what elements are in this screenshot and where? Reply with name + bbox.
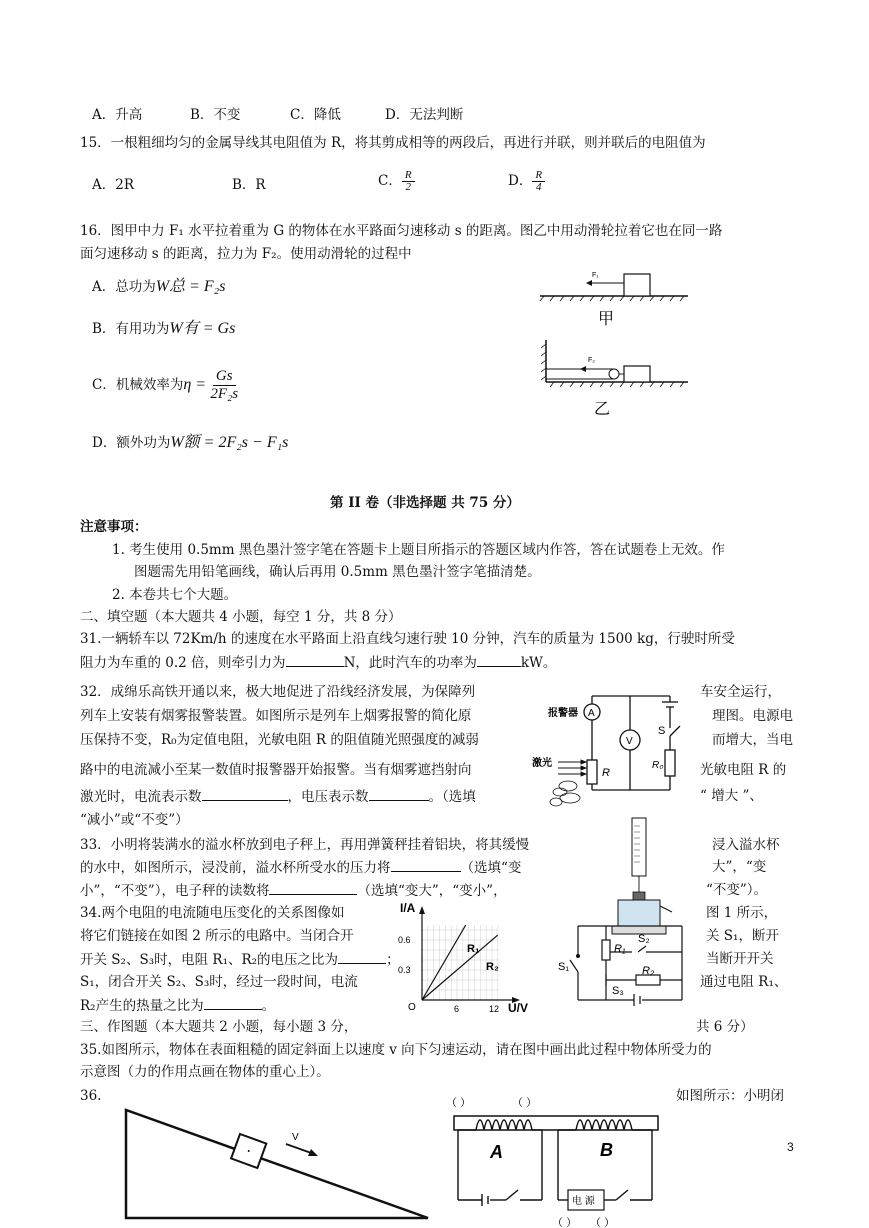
q33-blank-2[interactable] bbox=[269, 881, 357, 895]
q16-option-b: B．有用功为W有 = Gs bbox=[92, 320, 236, 337]
chart-origin-label: O bbox=[408, 1002, 416, 1013]
q32-line1-right: 车安全运行， bbox=[700, 684, 781, 700]
q16-fig-yi-label: 乙 bbox=[594, 401, 611, 418]
q32-line2: 列车上安装有烟雾报警装置。如图所示是列车上烟雾报警的简化原 bbox=[80, 708, 472, 724]
q35-incline-figure bbox=[120, 1104, 440, 1228]
q16-option-d: D．额外功为W额 = 2F₂s − F₁s bbox=[92, 434, 289, 451]
q16-figure-jia bbox=[538, 268, 698, 328]
q31-blank-2[interactable] bbox=[477, 653, 521, 667]
q16-f2-label: F₂ bbox=[588, 357, 595, 364]
q36-paren-3: （ ） bbox=[552, 1217, 578, 1228]
q34-line1-right: 图 1 所示， bbox=[706, 905, 778, 921]
y-axis-arrow-icon bbox=[419, 906, 425, 914]
y-tick-label: 0.6 bbox=[398, 935, 411, 945]
q33-line2-right: 大”，“变 bbox=[712, 859, 767, 875]
notice-item-1a: 1. 考生使用 0.5mm 黑色墨汁签字笔在答题卡上题目所指示的答题区域内作答，答在试题卷上无效。作 bbox=[112, 542, 725, 558]
q36-paren-1: （ ） bbox=[446, 1097, 472, 1109]
q34-r2-label: R₂ bbox=[642, 965, 655, 977]
q32-line6: “减小”或“不变”） bbox=[80, 812, 189, 828]
section-2-heading: 二、填空题（本大题共 4 小题，每空 1 分，共 8 分） bbox=[80, 609, 402, 625]
q14-option-c: C．降低 bbox=[290, 107, 341, 123]
q32-ammeter-label: A bbox=[588, 708, 595, 719]
q34-line3: 开关 S₂、S₃时，电阻 R₁、R₂的电压之比为 ； bbox=[80, 952, 400, 968]
q32-line4-right: 光敏电阻 R 的 bbox=[700, 762, 787, 778]
notice-item-2: 2. 本卷共七个大题。 bbox=[112, 587, 238, 603]
q32-line3-right: 而增大，当电 bbox=[712, 732, 793, 748]
series-label-2: R₂ bbox=[486, 961, 499, 973]
q31-line1: 31.一辆轿车以 72Km/h 的速度在水平路面上沿直线匀速行驶 10 分钟，汽车的质量为 1500 kg，行驶时所受 bbox=[80, 631, 735, 647]
q31-blank-1[interactable] bbox=[286, 653, 344, 667]
part2-title: 第 II 卷（非选择题 共 75 分） bbox=[330, 495, 520, 511]
q34-line2-right: 关 S₁，断开 bbox=[706, 928, 779, 944]
q32-line2-right: 理图。电源电 bbox=[712, 708, 793, 724]
q36-number: 36. bbox=[80, 1088, 102, 1104]
q15-stem: 15．一根粗细均匀的金属导线其电阻值为 R，将其剪成相等的两段后，再进行并联，则并联后的电阻值为 bbox=[80, 135, 706, 151]
q32-line4: 路中的电流减小至某一数值时报警器开始报警。当有烟雾遮挡射向 bbox=[80, 762, 472, 778]
q32-line5-right: “ 增大 ”、 bbox=[700, 788, 763, 804]
q16-f1-label: F₁ bbox=[592, 272, 599, 279]
q34-line4: S₁，闭合开关 S₂、S₃时，经过一段时间，电流 bbox=[80, 974, 358, 990]
q16-option-c: C．机械效率为η = $\frac{Gs}{\text{2F₂s}}$ bbox=[92, 368, 239, 402]
q32-line3: 压保持不变，R₀为定值电阻，光敏电阻 R 的阻值随光照强度的减弱 bbox=[80, 732, 479, 748]
q34-line5: R₂产生的热量之比为 。 bbox=[80, 998, 276, 1014]
q34-line1: 34.两个电阻的电流随电压变化的关系图像如 bbox=[80, 905, 345, 921]
q36-coil-b-label: B bbox=[600, 1140, 613, 1160]
q32-line1: 32．成绵乐高铁开通以来，极大地促进了沿线经济发展，为保障列 bbox=[80, 684, 476, 700]
q36-coil-a-label: A bbox=[490, 1142, 503, 1162]
q36-electromagnet-figure bbox=[446, 1094, 666, 1228]
q35-line2: 示意图（力的作用点画在物体的重心上）。 bbox=[80, 1064, 330, 1080]
q16-stem-line2: 面匀速移动 s 的距离，拉力为 F₂。使用动滑轮的过程中 bbox=[80, 246, 412, 262]
q32-blank-1[interactable] bbox=[202, 787, 288, 801]
x-tick-label: 6 bbox=[454, 1004, 460, 1014]
notice-title: 注意事项： bbox=[80, 519, 148, 535]
q14-option-b: B．不变 bbox=[190, 107, 241, 123]
section-3-heading-left: 三、作图题（本大题共 2 小题，每小题 3 分， bbox=[80, 1019, 358, 1035]
x-tick-label: 12 bbox=[489, 1004, 500, 1014]
chart-xlabel: U/V bbox=[508, 1001, 529, 1015]
q34-blank-1[interactable] bbox=[338, 950, 386, 964]
q34-s1-label: S₁ bbox=[558, 961, 570, 973]
q15-option-a: A．2R bbox=[92, 177, 135, 193]
q33-line1-right: 浸入溢水杯 bbox=[712, 837, 780, 853]
section-3-heading-right: 共 6 分） bbox=[696, 1019, 754, 1035]
q36-paren-2: （ ） bbox=[512, 1097, 538, 1109]
q33-line2: 的水中，如图所示，浸没前，溢水杯所受水的压力将 （选填“变 bbox=[80, 860, 522, 876]
series-label-1: R₁ bbox=[467, 943, 480, 955]
q15-option-c: C． $\frac{R}{2}$ bbox=[378, 170, 415, 193]
q34-circuit-diagram bbox=[556, 912, 696, 1012]
q16-fig-jia-label: 甲 bbox=[598, 311, 615, 328]
q14-option-a: A．升高 bbox=[92, 107, 143, 123]
q35-velocity-label: V bbox=[292, 1132, 299, 1143]
q34-s2-label: S₂ bbox=[638, 933, 650, 945]
q34-line4-right: 通过电阻 R₁、 bbox=[700, 974, 788, 990]
q36-power-supply-label: 电 源 bbox=[572, 1196, 595, 1207]
q32-switch-label: S bbox=[658, 725, 666, 737]
q32-laser-label: 激光 bbox=[532, 758, 552, 769]
q34-blank-2[interactable] bbox=[204, 996, 262, 1010]
q32-r-label: R bbox=[602, 767, 610, 779]
q34-line3-right: 当断开开关 bbox=[706, 951, 774, 967]
q32-r0-label: R₀ bbox=[652, 760, 664, 771]
q33-line3-right: “不变”）。 bbox=[706, 882, 768, 898]
q36-paren-4: （ ） bbox=[590, 1217, 616, 1228]
series-line-1 bbox=[422, 925, 466, 1000]
y-tick-label: 0.3 bbox=[398, 965, 411, 975]
q33-blank-1[interactable] bbox=[391, 858, 461, 872]
q16-option-a: A．总功为W总 = F₂s bbox=[92, 278, 226, 295]
q32-circuit-diagram bbox=[530, 680, 700, 810]
q32-blank-2[interactable] bbox=[369, 787, 429, 801]
q35-line1: 35.如图所示，物体在表面粗糙的固定斜面上以速度 v 向下匀速运动，请在图中画出此过程中物体所受力的 bbox=[80, 1042, 712, 1058]
q34-line2: 将它们链接在如图 2 所示的电路中。当闭合开 bbox=[80, 928, 354, 944]
q32-alarm-label: 报警器 bbox=[548, 708, 578, 719]
q15-option-b: B．R bbox=[232, 177, 266, 193]
page-number: 3 bbox=[787, 1140, 794, 1154]
q34-r1-label: R₁ bbox=[614, 943, 626, 955]
notice-item-1b: 图题需先用铅笔画线，确认后再用 0.5mm 黑色墨汁签字笔描清楚。 bbox=[134, 564, 541, 580]
q32-voltmeter-label: V bbox=[626, 736, 633, 747]
q36-right-text: 如图所示：小明闭 bbox=[676, 1088, 784, 1104]
q16-figure-yi bbox=[538, 338, 698, 418]
q16-stem-line1: 16．图甲中力 F₁ 水平拉着重为 G 的物体在水平路面匀速移动 s 的距离。图乙中用动滑轮拉着它也在同一路 bbox=[80, 223, 723, 239]
q14-option-d: D．无法判断 bbox=[385, 107, 464, 123]
q31-line2: 阻力为车重的 0.2 倍，则牵引力为 N，此时汽车的功率为 kW。 bbox=[80, 655, 557, 671]
q33-line3: 小”，“不变”），电子秤的读数将 （选填“变大”，“变小”， bbox=[80, 883, 507, 899]
q33-line1: 33．小明将装满水的溢水杯放到电子秤上，再用弹簧秤挂着铝块，将其缓慢 bbox=[80, 837, 530, 853]
q34-iu-graph bbox=[396, 900, 546, 1015]
q32-line5: 激光时，电流表示数 ，电压表示数 。（选填 bbox=[80, 789, 476, 805]
q34-s3-label: S₃ bbox=[612, 985, 624, 997]
chart-ylabel: I/A bbox=[400, 901, 416, 915]
q15-option-d: D． $\frac{R}{4}$ bbox=[508, 170, 545, 193]
